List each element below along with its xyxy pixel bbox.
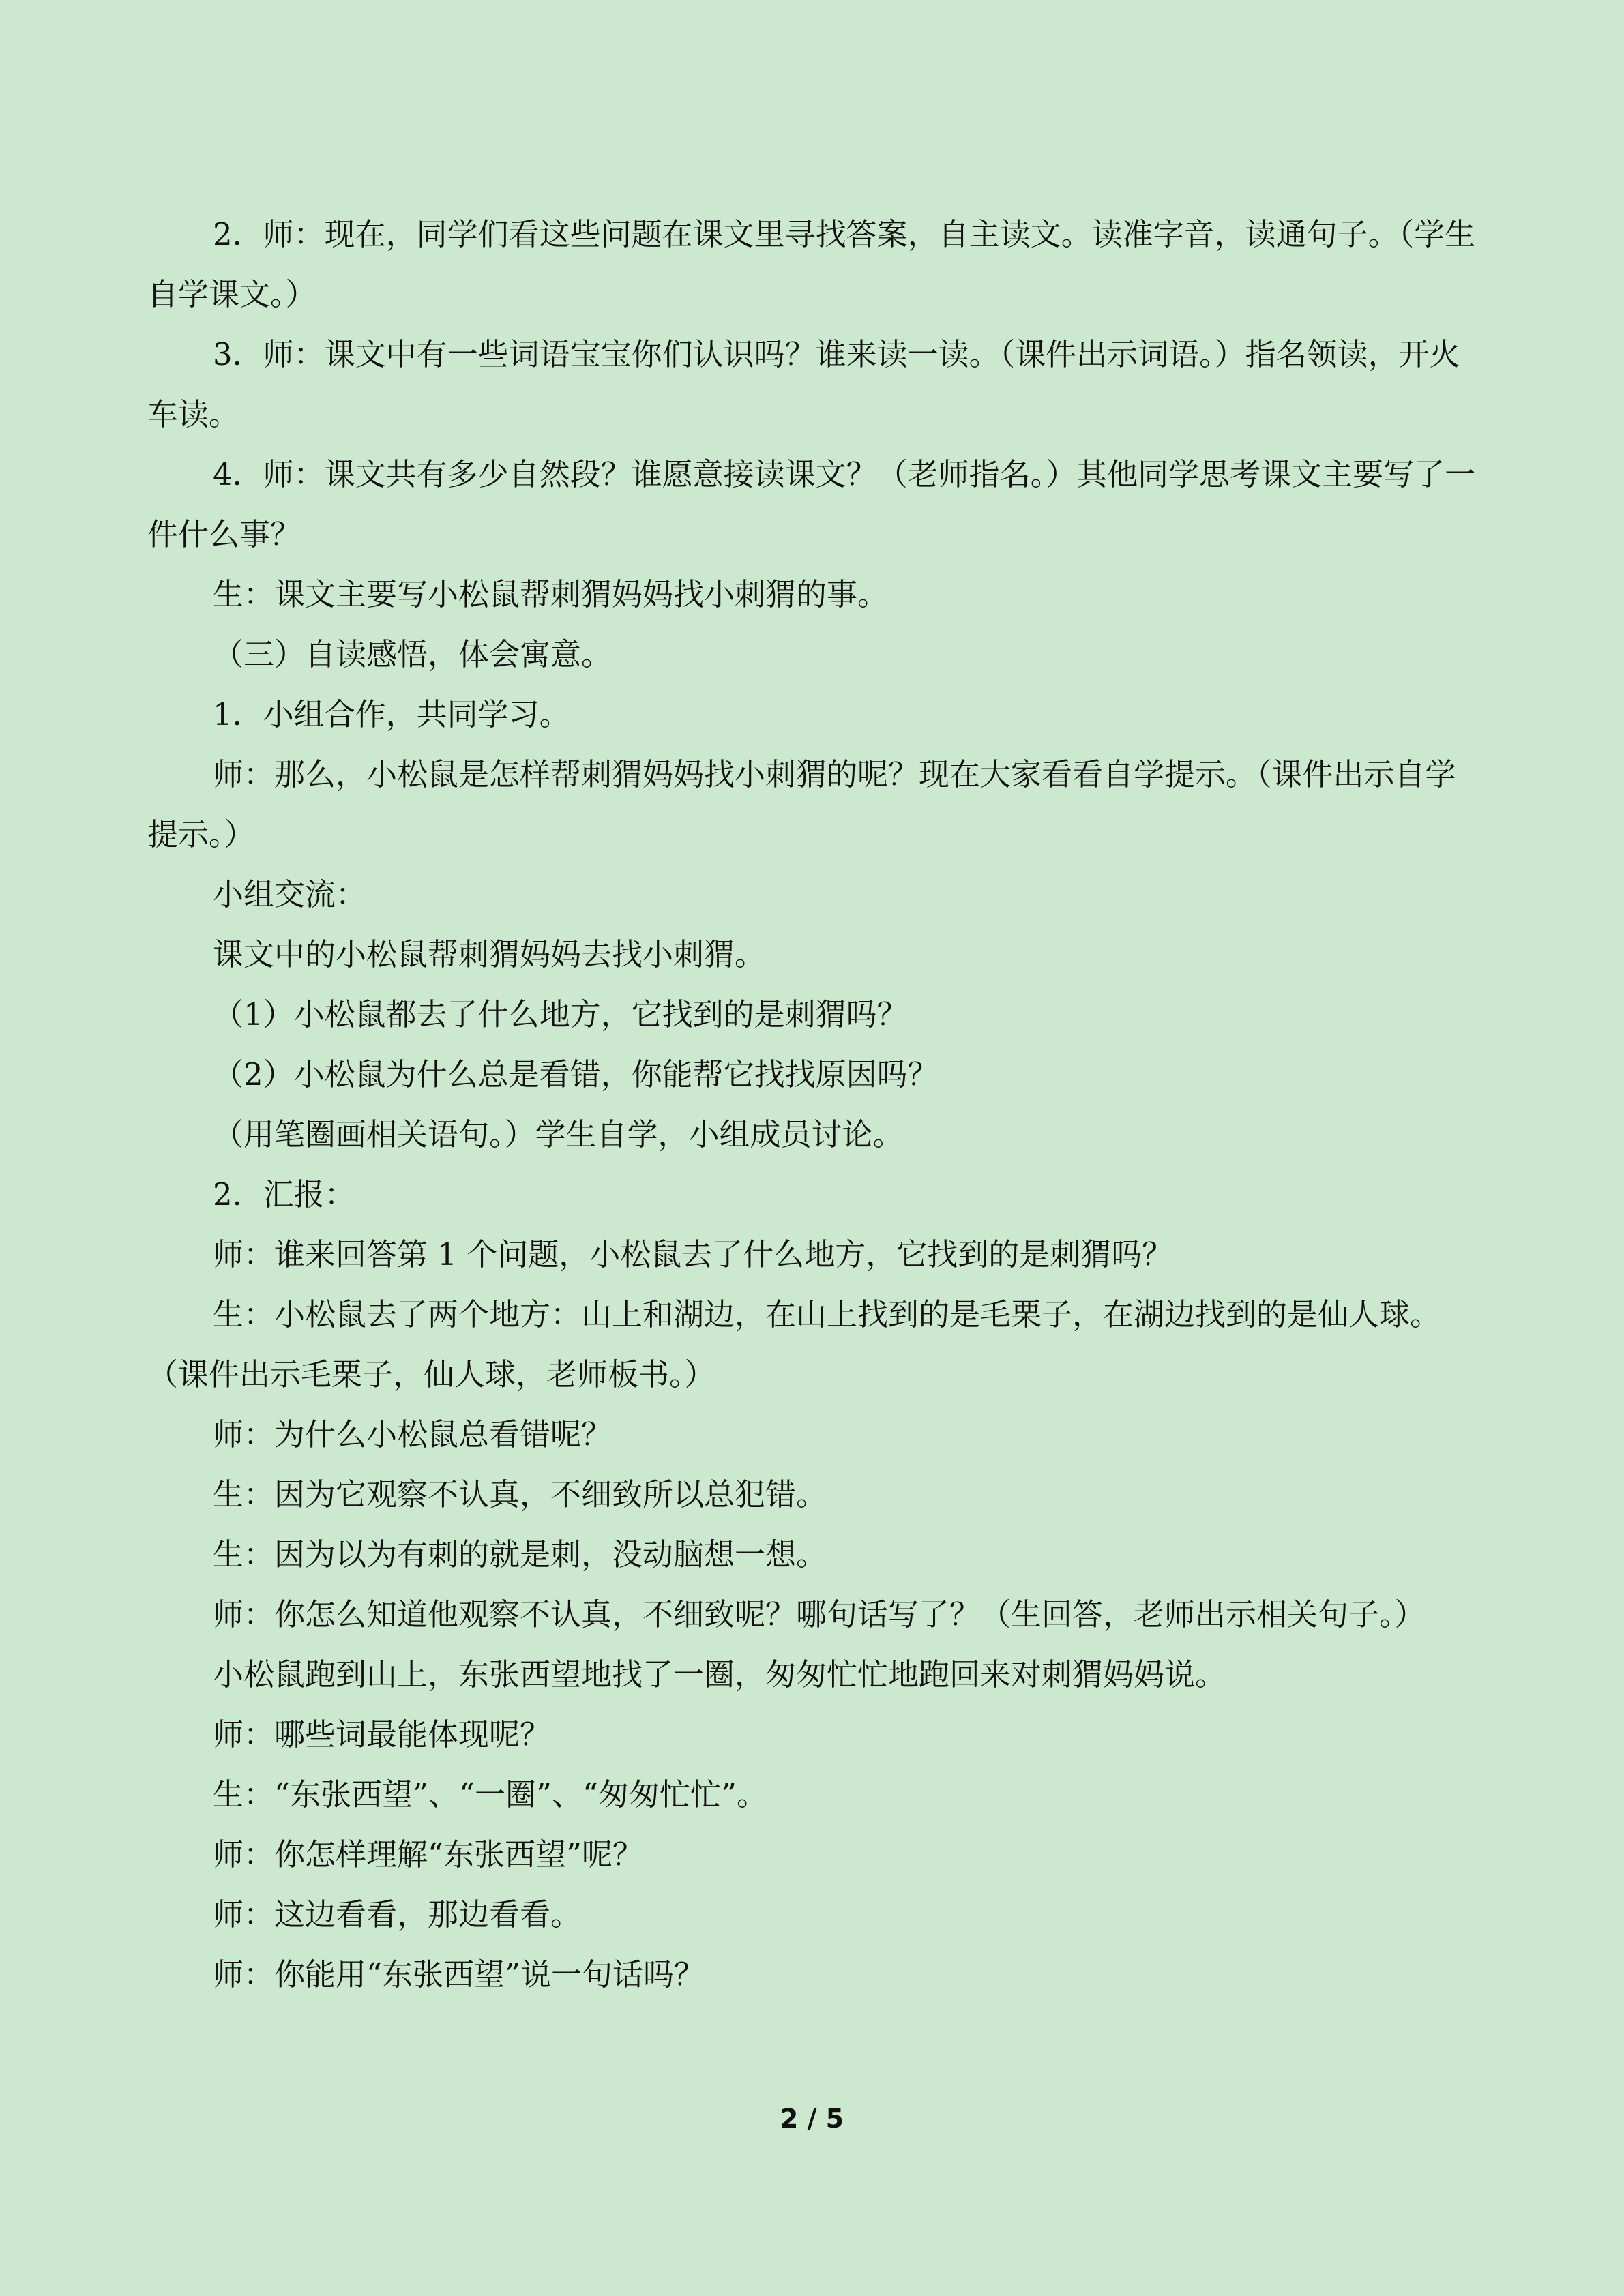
paragraph: 小松鼠跑到山上，东张西望地找了一圈，匆匆忙忙地跑回来对刺猬妈妈说。 bbox=[213, 1656, 1226, 1693]
paragraph: 生：课文主要写小松鼠帮刺猬妈妈找小刺猬的事。 bbox=[213, 576, 889, 612]
paragraph: 1．小组合作，共同学习。 bbox=[213, 696, 570, 732]
paragraph: 3．师：课文中有一些词语宝宝你们认识吗？谁来读一读。（课件出示词语。）指名领读，开火车读。 bbox=[147, 336, 1460, 432]
paragraph: 师：你怎样理解“东张西望”呢？ bbox=[213, 1836, 644, 1873]
section-heading: （三）自读感悟，体会寓意。 bbox=[213, 636, 612, 672]
paragraph: 2．师：现在，同学们看这些问题在课文里寻找答案，自主读文。读准字音，读通句子。（学生自学课文。） bbox=[147, 216, 1476, 312]
paragraph: 师：哪些词最能体现呢？ bbox=[213, 1716, 551, 1753]
paragraph: 生：“东张西望”、“一圈”、“匆匆忙忙”。 bbox=[213, 1776, 768, 1813]
paragraph: 2．汇报： bbox=[213, 1176, 355, 1212]
paragraph: （用笔圈画相关语句。）学生自学，小组成员讨论。 bbox=[213, 1116, 904, 1152]
paragraph: 师：那么，小松鼠是怎样帮刺猬妈妈找小刺猬的呢？现在大家看看自学提示。（课件出示自学提示。） bbox=[147, 756, 1456, 852]
page-number: 2 / 5 bbox=[780, 2104, 844, 2134]
document-body bbox=[147, 205, 1477, 2005]
paragraph: 生：因为它观察不认真，不细致所以总犯错。 bbox=[213, 1476, 827, 1512]
paragraph: 生：小松鼠去了两个地方：山上和湖边，在山上找到的是毛栗子，在湖边找到的是仙人球。（课件出示毛栗子，仙人球，老师板书。） bbox=[147, 1296, 1441, 1392]
paragraph: 4．师：课文共有多少自然段？谁愿意接读课文？（老师指名。）其他同学思考课文主要写了一件什么事？ bbox=[147, 456, 1476, 552]
paragraph: 课文中的小松鼠帮刺猬妈妈去找小刺猬。 bbox=[213, 936, 766, 972]
paragraph: 师：这边看看，那边看看。 bbox=[213, 1896, 582, 1933]
paragraph: 师：为什么小松鼠总看错呢？ bbox=[213, 1416, 612, 1452]
paragraph: （2）小松鼠为什么总是看错，你能帮它找找原因吗？ bbox=[213, 1056, 939, 1092]
paragraph: 师：你能用“东张西望”说一句话吗？ bbox=[213, 1956, 705, 1993]
paragraph: （1）小松鼠都去了什么地方，它找到的是刺猬吗？ bbox=[213, 996, 908, 1032]
paragraph: 小组交流： bbox=[213, 876, 367, 912]
paragraph: 师：谁来回答第 1 个问题，小松鼠去了什么地方，它找到的是刺猬吗？ bbox=[213, 1236, 1173, 1272]
paragraph: 生：因为以为有刺的就是刺，没动脑想一想。 bbox=[213, 1536, 827, 1572]
paragraph: 师：你怎么知道他观察不认真，不细致呢？哪句话写了？（生回答，老师出示相关句子。） bbox=[213, 1596, 1426, 1632]
